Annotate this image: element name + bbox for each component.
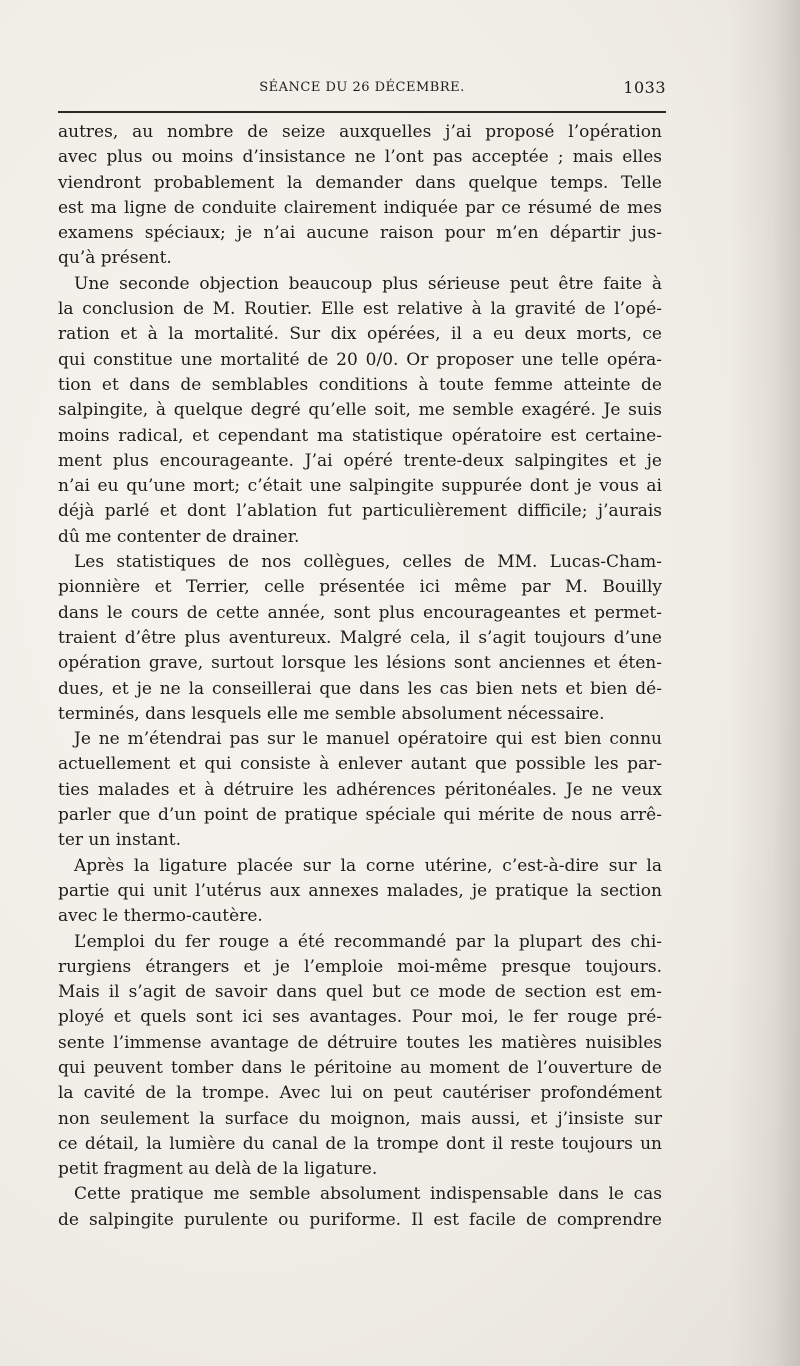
text-line: déjà parlé et dont l’ablation fut particulièrement difficile; j’aurais [58,501,662,522]
text-line: sente l’immense avantage de détruire toutes les matières nuisibles [58,1032,662,1053]
text-line: Cette pratique me semble absolument indispensable dans le cas [74,1184,662,1205]
text-line: moins radical, et cependant ma statistique opératoire est certaine- [58,425,662,446]
text-line: Une seconde objection beaucoup plus sérieuse peut être faite à [74,273,662,294]
text-line: dues, et je ne la conseillerai que dans les cas bien nets et bien dé- [58,678,662,699]
text-line: salpingite, à quelque degré qu’elle soit, me semble exagéré. Je suis [58,400,662,421]
text-line: ment plus encourageante. J’ai opéré trente-deux salpingites et je [58,450,662,471]
header-rule [58,111,666,113]
text-line: viendront probablement la demander dans quelque temps. Telle [58,172,662,193]
text-line: L’emploi du fer rouge a été recommandé par la plupart des chi- [74,931,662,952]
text-line: parler que d’un point de pratique spéciale qui mérite de nous arrê- [58,805,662,826]
text-line: avec plus ou moins d’insistance ne l’ont pas acceptée ; mais elles [58,147,662,168]
text-line: ployé et quels sont ici ses avantages. Pour moi, le fer rouge pré- [58,1007,662,1028]
text-line: qui constitue une mortalité de 20 0/0. Or proposer une telle opéra- [58,349,662,370]
text-line: Après la ligature placée sur la corne utérine, c’est-à-dire sur la [74,855,662,876]
text-line: ter un instant. [58,830,181,851]
text-line: rurgiens étrangers et je l’emploie moi-même presque toujours. [58,956,662,977]
text-line: qu’à présent. [58,248,172,269]
text-line: dans le cours de cette année, sont plus encourageantes et permet- [58,602,662,623]
text-line: la conclusion de M. Routier. Elle est relative à la gravité de l’opé- [58,299,662,320]
text-line: Je ne m’étendrai pas sur le manuel opératoire qui est bien connu [74,729,662,750]
text-line: ration et à la mortalité. Sur dix opérées, il a eu deux morts, ce [58,324,662,345]
text-line: examens spéciaux; je n’ai aucune raison pour m’en départir jus- [58,223,662,244]
running-title: SÉANCE DU 26 DÉCEMBRE. [259,80,465,95]
text-line: Les statistiques de nos collègues, celles de MM. Lucas-Cham- [74,552,662,573]
text-line: de salpingite purulente ou puriforme. Il est facile de comprendre [58,1209,662,1230]
text-line: actuellement et qui consiste à enlever autant que possible les par- [58,754,662,775]
text-line: dû me contenter de drainer. [58,526,300,547]
text-line: petit fragment au delà de la ligature. [58,1159,378,1180]
text-line: qui peuvent tomber dans le péritoine au moment de l’ouverture de [58,1057,662,1078]
body-text [58,120,662,1233]
text-line: partie qui unit l’utérus aux annexes malades, je pratique la section [58,880,662,901]
text-line: ties malades et à détruire les adhérences péritonéales. Je ne veux [58,779,662,800]
text-line: Mais il s’agit de savoir dans quel but ce mode de section est em- [58,982,662,1003]
text-line: opération grave, surtout lorsque les lésions sont anciennes et éten- [58,653,662,674]
text-line: autres, au nombre de seize auxquelles j’ai proposé l’opération [58,122,662,142]
text-line: non seulement la surface du moignon, mais aussi, et j’insiste sur [58,1108,662,1129]
text-line: terminés, dans lesquels elle me semble absolument nécessaire. [58,703,605,724]
text-line: pionnière et Terrier, celle présentée ici même par M. Bouilly [58,577,662,598]
text-line: est ma ligne de conduite clairement indiquée par ce résumé de mes [58,197,662,218]
text-line: ce détail, la lumière du canal de la trompe dont il reste toujours un [58,1133,662,1154]
page-edge-shadow [730,0,800,1366]
text-line: tion et dans de semblables conditions à toute femme atteinte de [58,374,662,395]
text-line: la cavité de la trompe. Avec lui on peut cautériser profondément [58,1083,662,1104]
text-line: traient d’être plus aventureux. Malgré cela, il s’agit toujours d’une [58,627,662,648]
text-line: avec le thermo-cautère. [58,906,263,927]
page-number: 1033 [623,78,666,97]
running-header [58,78,666,100]
text-line: n’ai eu qu’une mort; c’était une salpingite suppurée dont je vous ai [58,476,662,497]
